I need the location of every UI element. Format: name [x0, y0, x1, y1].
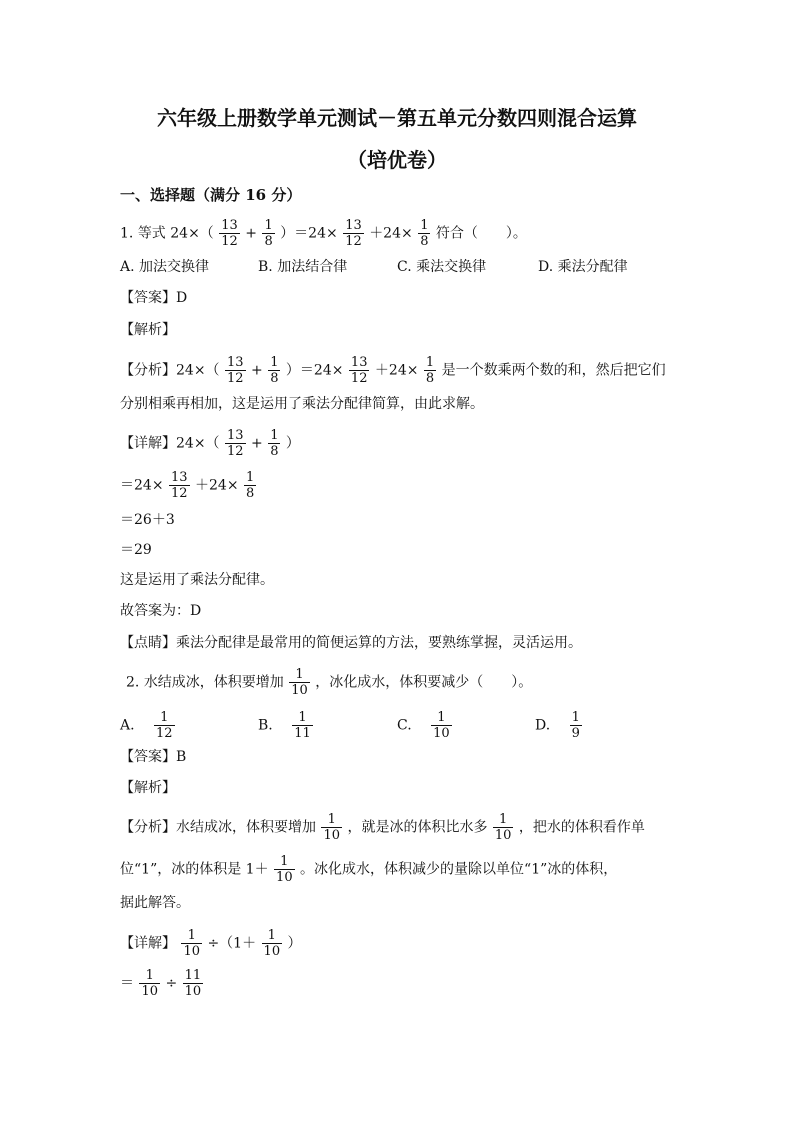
q1-conclusion: 这是运用了乘法分配律。	[120, 572, 274, 588]
q2-option-a: A. $\frac{1}{12}$	[120, 710, 173, 741]
fraction-13-12: $\frac{13}{12}$	[227, 355, 244, 386]
q2-analysis-tag: 【解析】	[120, 780, 176, 796]
q1-step2: ＝26＋3	[120, 512, 175, 528]
q2-stem: 2. 水结成冰，体积要增加 $\frac{1}{10}$ ，冰化成水，体积要减少（ ）。	[126, 667, 533, 698]
fraction-13-12: $\frac{13}{12}$	[345, 218, 362, 249]
fraction-13-12: $\frac{13}{12}$	[350, 355, 368, 386]
fraction-1-10: $\frac{1}{10}$	[494, 812, 512, 843]
q1-option-d: D. 乘法分配律	[538, 259, 628, 275]
fraction-1-8: $\frac{1}{8}$	[425, 355, 435, 386]
q1-analysis: 【分析】24×（ $\frac{13}{12}$ + $\frac{1}{8}$ ）＝24× $\frac{13}{12}$ ＋24× $\frac{1}{8}$ 是一个数乘两个数的和，然后把它们	[120, 355, 666, 386]
q2-option-b: B. $\frac{1}{11}$	[258, 710, 311, 741]
q2-analysis: 【分析】水结成冰，体积要增加 $\frac{1}{10}$ ，就是冰的体积比水多 $\frac{1}{10}$ ，把水的体积看作单	[120, 812, 645, 843]
q2-option-c: C. $\frac{1}{10}$	[397, 710, 450, 741]
q2-detail: 【详解】 $\frac{1}{10}$ ÷（1＋ $\frac{1}{10}$ ）	[120, 928, 302, 959]
fraction-1-8: $\frac{1}{8}$	[270, 428, 279, 459]
fraction-1-10: $\frac{1}{10}$	[263, 928, 281, 959]
fraction-1-10: $\frac{1}{10}$	[183, 928, 200, 959]
q1-option-b: B. 加法结合律	[258, 259, 348, 275]
fraction-1-12: $\frac{1}{12}$	[156, 710, 173, 741]
fraction-11-10: $\frac{11}{10}$	[184, 968, 202, 999]
q1-final: 故答案为：D	[120, 603, 202, 619]
fraction-1-8: $\frac{1}{8}$	[270, 355, 279, 386]
section-heading: 一、选择题（满分 16 分）	[120, 186, 302, 204]
fraction-13-12: $\frac{13}{12}$	[221, 218, 238, 249]
fraction-1-9: $\frac{1}{9}$	[571, 710, 580, 741]
q1-step3: ＝29	[120, 542, 152, 558]
q1-answer: 【答案】D	[120, 290, 188, 306]
q1-stem: 1. 等式 24×（ $\frac{13}{12}$ + $\frac{1}{8}$ ）＝24× $\frac{13}{12}$ ＋24× $\frac{1}{8}$ 符合（ ）。	[120, 218, 527, 249]
q1-dianjing: 【点睛】乘法分配律是最常用的简便运算的方法，要熟练掌握，灵活运用。	[120, 635, 582, 651]
fraction-1-10: $\frac{1}{10}$	[291, 667, 308, 698]
fraction-1-8: $\frac{1}{8}$	[264, 218, 273, 249]
q1-option-c: C. 乘法交换律	[397, 259, 487, 275]
page-title: 六年级上册数学单元测试－第五单元分数四则混合运算	[157, 106, 637, 130]
fraction-1-10: $\frac{1}{10}$	[141, 968, 158, 999]
fraction-1-10: $\frac{1}{10}$	[433, 710, 450, 741]
fraction-1-10: $\frac{1}{10}$	[276, 854, 293, 885]
q1-number: 1.	[120, 225, 134, 242]
q2-analysis-line2: 位“1”，冰的体积是 1＋ $\frac{1}{10}$ 。冰化成水，体积减少的量除以单位“1”冰的体积，	[120, 854, 618, 885]
fraction-13-12: $\frac{13}{12}$	[171, 470, 188, 501]
q2-analysis-line3: 据此解答。	[120, 895, 190, 911]
fraction-1-8: $\frac{1}{8}$	[246, 470, 255, 501]
q2-number: 2.	[126, 674, 140, 691]
page-subtitle: （培优卷）	[347, 148, 447, 172]
q2-option-d: D. $\frac{1}{9}$	[535, 710, 580, 741]
fraction-1-8: $\frac{1}{8}$	[420, 218, 429, 249]
q1-option-a: A. 加法交换律	[120, 259, 210, 275]
fraction-13-12: $\frac{13}{12}$	[227, 428, 244, 459]
fraction-1-11: $\frac{1}{11}$	[294, 710, 311, 741]
q2-step1: ＝ $\frac{1}{10}$ ÷ $\frac{11}{10}$	[120, 968, 202, 999]
fraction-1-10: $\frac{1}{10}$	[323, 812, 340, 843]
q1-analysis-tag: 【解析】	[120, 322, 176, 338]
q1-step1: ＝24× $\frac{13}{12}$ ＋24× $\frac{1}{8}$	[120, 470, 255, 501]
q1-detail: 【详解】24×（ $\frac{13}{12}$ + $\frac{1}{8}$ ）	[120, 428, 300, 459]
q1-analysis-line2: 分别相乘再相加，这是运用了乘法分配律简算，由此求解。	[120, 396, 484, 412]
q2-answer: 【答案】B	[120, 749, 187, 765]
